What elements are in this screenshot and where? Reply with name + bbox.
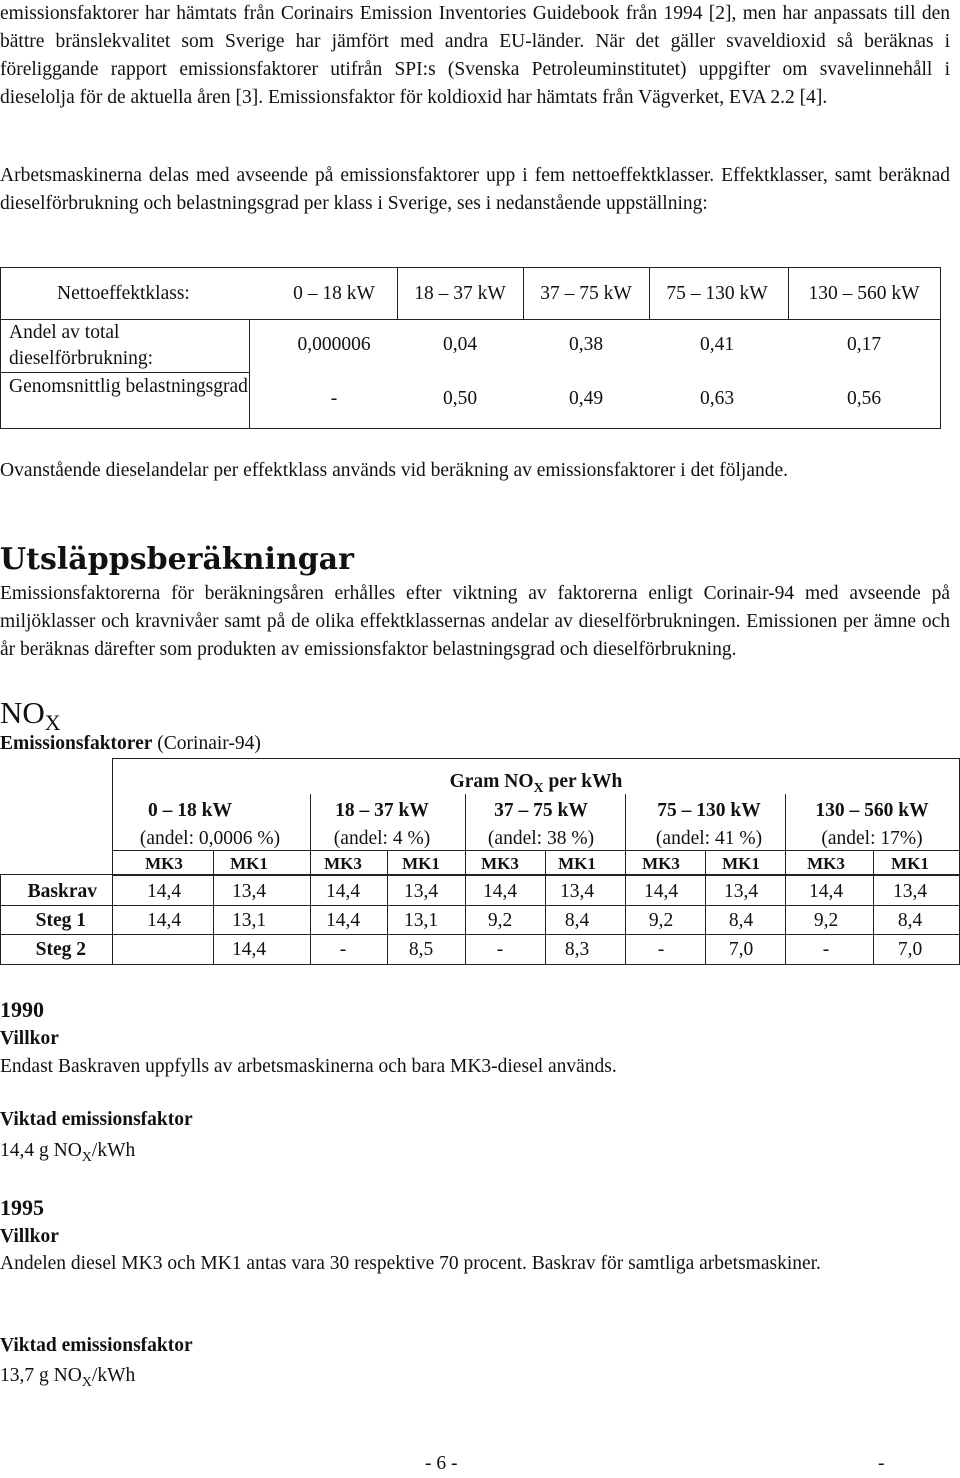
footer-dash: - xyxy=(878,1453,885,1474)
table-cell: 0,50 xyxy=(442,388,478,409)
factor-label-1995: Viktad emissionsfaktor xyxy=(0,1335,193,1356)
fuel-class-header: MK1 xyxy=(230,854,268,873)
table-cell: 9,2 xyxy=(487,910,513,931)
villkor-label-1990: Villkor xyxy=(0,1028,59,1049)
table-title-rest: per kWh xyxy=(543,771,623,792)
table-cell: 14,4 xyxy=(808,881,844,902)
factor-value-sub: X xyxy=(81,1150,92,1165)
table-cell: 14,4 xyxy=(231,939,267,960)
factor-value-sub: X xyxy=(81,1375,92,1390)
calculation-paragraph: Emissionsfaktorerna för beräkningsåren erhålles efter viktning av faktorerna enligt Corinair-94 med avseende på miljöklasser och kravnivåer samt på de olika effektklassernas andelar av dieselförbrukningen. Emissionen per ämne och år beräknas därefter som produkten av emissionsfaktor belastningsgrad och dieselförbrukning. xyxy=(0,583,950,660)
table-cell: 7,0 xyxy=(728,939,754,960)
villkor-text-1990: Endast Baskraven uppfylls av arbetsmaskinerna och bara MK3-diesel används. xyxy=(0,1056,617,1077)
section-heading: Utsläppsberäkningar xyxy=(0,542,354,577)
table-cell: 9,2 xyxy=(813,910,839,931)
effect-class-header-label: Nettoeffektklass: xyxy=(57,283,190,304)
table-cell: 0,63 xyxy=(699,388,735,409)
effect-class-paragraph: Arbetsmaskinerna delas med avseende på emissionsfaktorer upp i fem nettoeffektklasser. Effektklasser, samt beräknad dieselförbrukning och belastningsgrad per klass i Sverige, ses i nedanstående uppställning: xyxy=(0,165,950,214)
factor-label-1990: Viktad emissionsfaktor xyxy=(0,1109,193,1130)
table-cell: 14,4 xyxy=(146,881,182,902)
table-cell: - xyxy=(822,939,830,960)
row-label-baskrav: Baskrav xyxy=(27,881,97,902)
effect-class-header-row xyxy=(1,268,940,320)
factor-value-unit: /kWh xyxy=(91,1365,136,1386)
table-cell: 13,1 xyxy=(231,910,267,931)
page-number: - 6 - xyxy=(425,1453,458,1474)
caption-rest: (Corinair-94) xyxy=(152,733,261,754)
table-title xyxy=(450,768,623,798)
table-cell: 13,1 xyxy=(403,910,439,931)
year-heading-1990: 1990 xyxy=(0,997,44,1022)
fuel-class-header: MK3 xyxy=(642,854,680,873)
table-cell: 8,5 xyxy=(408,939,434,960)
table-cell: 14,4 xyxy=(325,881,361,902)
intro-paragraph: emissionsfaktorer har hämtats från Corinairs Emission Inventories Guidebook från 1994 [2], men har anpassats till den bättre bränslekvalitet som Sverige har jämfört med andra EU-länder. När det gäller svaveldioxid så beräknas i föreliggande rapport emissionsfaktorer utifrån SPI:s (Svenska Petroleuminstitutet) uppgifter om svavelinnehåll i dieselolja för de aktuella åren [3]. Emissionsfaktor för koldioxid har hämtats från Vägverket, EVA 2.2 [4]. xyxy=(0,3,950,108)
diesel-share-note: Ovanstående dieselandelar per effektklass används vid beräkning av emissionsfaktorer i det följande. xyxy=(0,460,789,481)
table-title-main: Gram NO xyxy=(449,771,534,792)
fuel-class-header: MK3 xyxy=(324,854,362,873)
row-label-load-factor: Genomsnittlig belastningsgrad xyxy=(9,376,248,397)
class-range: 75 – 130 kW xyxy=(657,800,761,821)
class-header: 75 – 130 kW xyxy=(666,283,768,304)
table-cell: 13,4 xyxy=(892,881,928,902)
table-cell: 13,4 xyxy=(231,881,267,902)
class-range: 130 – 560 kW xyxy=(815,800,929,821)
table-title-sub: X xyxy=(533,781,544,796)
factor-value-main: 13,7 g NO xyxy=(0,1365,82,1386)
table-cell: 0,41 xyxy=(699,334,735,355)
table-cell: 13,4 xyxy=(559,881,595,902)
table-cell: 13,4 xyxy=(723,881,759,902)
table-cell: 0,56 xyxy=(846,388,882,409)
villkor-text-1995: Andelen diesel MK3 och MK1 antas vara 30 respektive 70 procent. Baskrav för samtliga arbetsmaskiner. xyxy=(0,1253,821,1274)
factor-value-1990 xyxy=(0,1137,135,1167)
row-label-steg-2: Steg 2 xyxy=(35,939,86,960)
table-cell: 8,4 xyxy=(564,910,590,931)
table-cell: 8,4 xyxy=(897,910,923,931)
row-label-diesel-share: Andel av total dieselförbrukning: xyxy=(9,322,154,369)
table-cell: 0,000006 xyxy=(297,334,371,355)
class-header: 18 – 37 kW xyxy=(414,283,506,304)
table-cell: 14,4 xyxy=(482,881,518,902)
table-cell: - xyxy=(496,939,504,960)
nox-heading-main: NO xyxy=(0,695,45,730)
effect-class-table xyxy=(0,267,941,429)
table-cell: 0,04 xyxy=(442,334,478,355)
class-range: 18 – 37 kW xyxy=(335,800,429,821)
factor-value-main: 14,4 g NO xyxy=(0,1140,82,1161)
table-cell: 0,38 xyxy=(568,334,604,355)
year-heading-1995: 1995 xyxy=(0,1195,44,1220)
fuel-class-header: MK3 xyxy=(145,854,183,873)
class-share: (andel: 41 %) xyxy=(655,828,763,849)
factor-value-1995 xyxy=(0,1362,135,1392)
class-share: (andel: 38 %) xyxy=(487,828,595,849)
fuel-class-header: MK1 xyxy=(722,854,760,873)
table-cell: 8,4 xyxy=(728,910,754,931)
table-cell: - xyxy=(657,939,665,960)
class-share: (andel: 17%) xyxy=(821,828,923,849)
table-cell: 0,49 xyxy=(568,388,604,409)
class-range: 37 – 75 kW xyxy=(494,800,588,821)
table-cell: 7,0 xyxy=(897,939,923,960)
table-cell: 8,3 xyxy=(564,939,590,960)
nox-emission-factor-table xyxy=(0,758,960,964)
fuel-class-header: MK1 xyxy=(891,854,929,873)
class-share: (andel: 0,0006 %) xyxy=(139,828,281,849)
table-cell: 14,4 xyxy=(643,881,679,902)
table-cell: - xyxy=(339,939,347,960)
class-header: 130 – 560 kW xyxy=(808,283,920,304)
row-label-steg-1: Steg 1 xyxy=(35,910,86,931)
class-header: 0 – 18 kW xyxy=(293,283,375,304)
table-cell: 14,4 xyxy=(146,910,182,931)
table-cell: 14,4 xyxy=(325,910,361,931)
class-share: (andel: 4 %) xyxy=(333,828,431,849)
table-cell: 0,17 xyxy=(846,334,882,355)
caption-bold: Emissionsfaktorer xyxy=(0,733,153,754)
fuel-class-header: MK3 xyxy=(481,854,519,873)
villkor-label-1995: Villkor xyxy=(0,1226,59,1247)
table-caption xyxy=(0,730,261,758)
table-cell: 9,2 xyxy=(648,910,674,931)
fuel-class-header: MK1 xyxy=(558,854,596,873)
factor-value-unit: /kWh xyxy=(91,1140,136,1161)
class-range: 0 – 18 kW xyxy=(148,800,232,821)
fuel-class-header: MK1 xyxy=(402,854,440,873)
class-header: 37 – 75 kW xyxy=(540,283,632,304)
table-cell: 13,4 xyxy=(403,881,439,902)
fuel-class-header: MK3 xyxy=(807,854,845,873)
table-cell: - xyxy=(330,388,338,409)
nox-heading-sub: X xyxy=(44,710,61,735)
